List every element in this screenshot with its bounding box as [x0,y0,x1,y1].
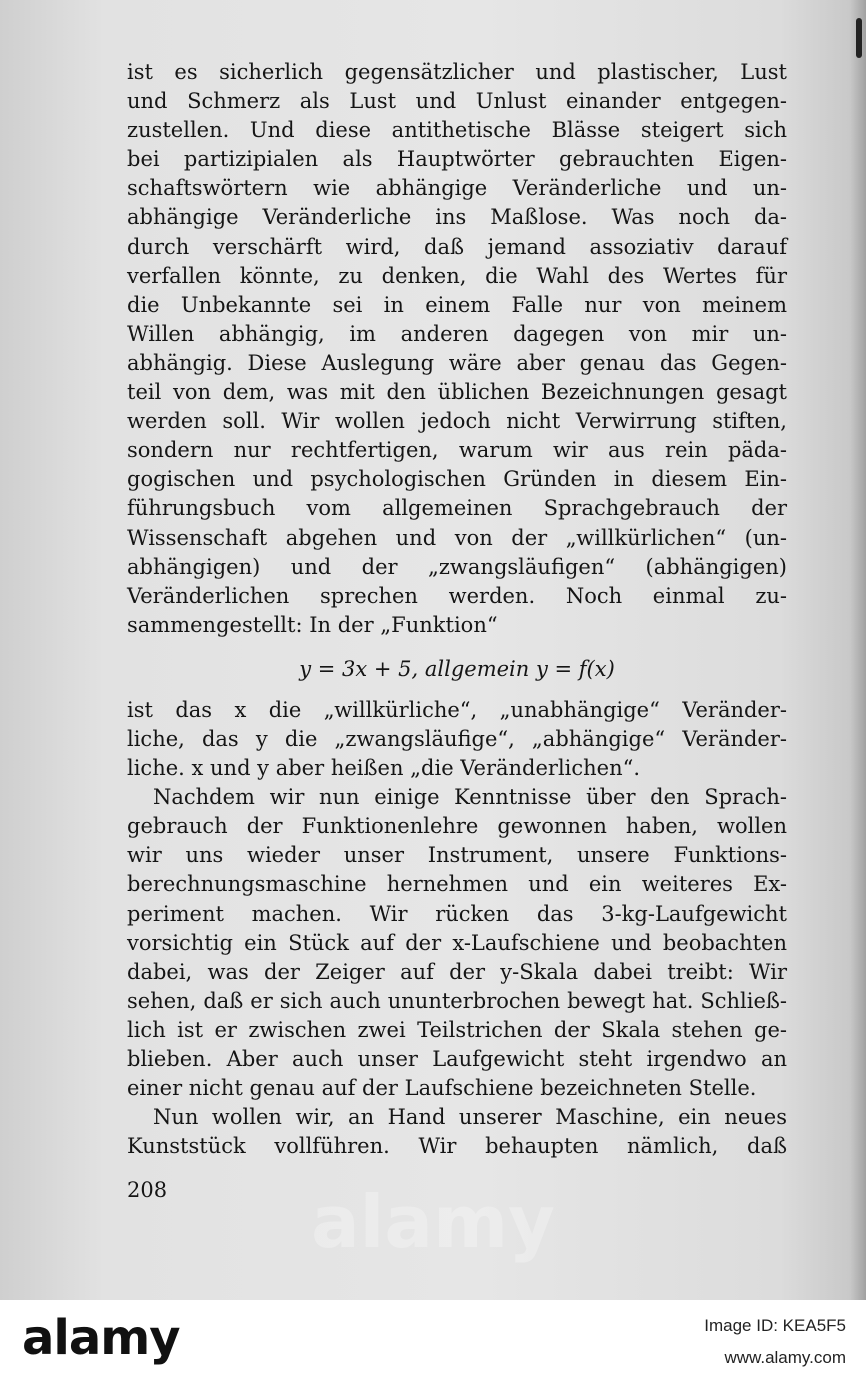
text-line: Veränderlichen sprechen werden. Noch einmal zu- [127,583,787,608]
text-line: sehen, daß er sich auch ununterbrochen bewegt hat. Schließ- [127,988,787,1013]
text-line: liche. x und y aber heißen „die Veränderlichen“. [127,756,641,781]
image-url-label: www.alamy.com [724,1348,846,1367]
text-line: Kunststück vollführen. Wir behaupten nämlich, daß [127,1134,787,1159]
text-line: werden soll. Wir wollen jedoch nicht Verwirrung stiften, [127,409,787,434]
page-number: 208 [127,1178,168,1202]
text-line: ist das x die „willkürliche“, „unabhängige“ Veränder- [127,697,787,722]
text-line: Nun wollen wir, an Hand unserer Maschine, ein neues [153,1105,787,1130]
paragraph-3 [127,783,787,1103]
text-line: gebrauch der Funktionenlehre gewonnen haben, wollen [127,814,787,839]
paragraph-1 [127,58,787,640]
watermark: alamy [311,1180,555,1264]
text-line: gogischen und psychologischen Gründen in diesem Ein- [127,467,787,492]
paragraph-2 [127,696,787,783]
alamy-logo: alamy [22,1310,180,1366]
text-line: dabei, was der Zeiger auf der y-Skala dabei treibt: Wir [127,959,787,984]
function-formula: y = 3x + 5, allgemein y = f(x) [299,656,615,681]
text-line: Willen abhängig, im anderen dagegen von mir un- [127,321,787,346]
text-line: Nachdem wir nun einige Kenntnisse über den Sprach- [153,785,787,810]
text-line: teil von dem, was mit den üblichen Bezeichnungen gesagt [127,380,787,405]
text-line: wir uns wieder unser Instrument, unsere Funktions- [127,843,787,868]
text-line: verfallen könnte, zu denken, die Wahl des Wertes für [127,263,787,288]
page-edge-shadow [850,0,866,1300]
text-line: ist es sicherlich gegensätzlicher und plastischer, Lust [127,60,787,84]
text-line: durch verschärft wird, daß jemand assoziativ darauf [127,234,787,259]
text-line: Wissenschaft abgehen und von der „willkürlichen“ (un- [127,525,787,550]
text-line: liche, das y die „zwangsläufige“, „abhängige“ Veränder- [127,726,787,751]
page-text [127,58,787,1161]
text-line: schaftswörtern wie abhängige Veränderliche und un- [127,176,787,201]
text-line: zustellen. Und diese antithetische Blässe steigert sich [127,118,787,143]
text-line: sondern nur rechtfertigen, warum wir aus rein päda- [127,438,787,463]
text-line: periment machen. Wir rücken das 3-kg-Laufgewicht [127,901,787,926]
text-line: lich ist er zwischen zwei Teilstrichen der Skala stehen ge- [127,1017,787,1042]
text-line: abhängigen) und der „zwangsläufigen“ (abhängigen) [127,554,787,579]
text-line: berechnungsmaschine hernehmen und ein weiteres Ex- [127,872,787,897]
text-line: sammengestellt: In der „Funktion“ [127,612,498,637]
text-line: bei partizipialen als Hauptwörter gebrauchten Eigen- [127,147,787,172]
text-line: abhängig. Diese Auslegung wäre aber genau das Gegen- [127,350,787,375]
text-line: einer nicht genau auf der Laufschiene bezeichneten Stelle. [127,1076,757,1101]
image-id-label: Image ID: KEA5F5 [704,1316,846,1335]
text-line: führungsbuch vom allgemeinen Sprachgebrauch der [127,496,787,521]
text-line: und Schmerz als Lust und Unlust einander entgegen- [127,89,787,114]
paragraph-4 [127,1103,787,1161]
page-edge-mark [856,18,862,58]
text-line: abhängige Veränderliche ins Maßlose. Was noch da- [127,205,787,230]
text-line: die Unbekannte sei in einem Falle nur von meinem [127,292,787,317]
text-line: blieben. Aber auch unser Laufgewicht steht irgendwo an [127,1047,787,1071]
text-line: vorsichtig ein Stück auf der x-Laufschiene und beobachten [127,930,787,955]
